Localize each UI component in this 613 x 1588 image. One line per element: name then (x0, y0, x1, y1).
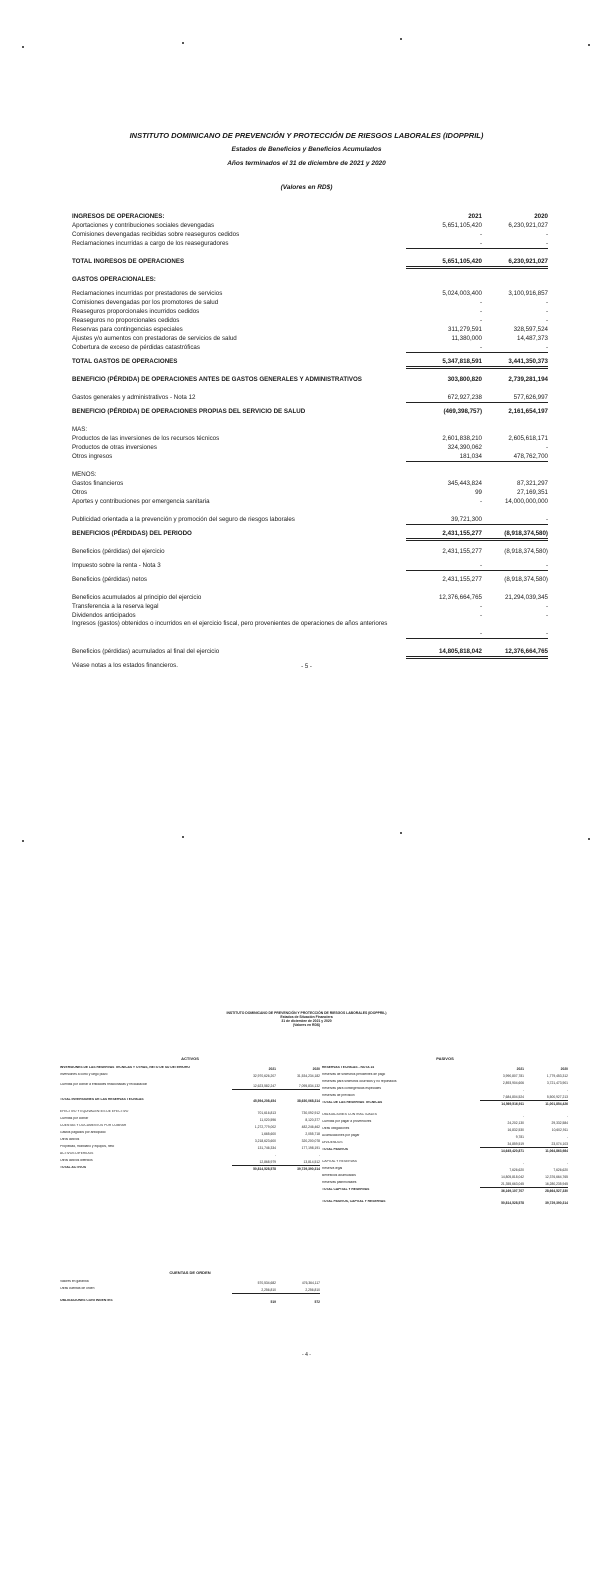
table-row (72, 611, 548, 620)
value-2020: 730,092,912 (301, 1111, 320, 1115)
value-2021: 2,431,155,277 (442, 576, 482, 583)
value-2021: 2,431,155,277 (442, 548, 482, 555)
memo-accounts (60, 1270, 320, 1306)
table-row (72, 221, 548, 230)
table-row (72, 257, 548, 266)
value-2020: 3,441,350,373 (482, 357, 548, 369)
row-label: Reservas de siniestros pendientes de pago (322, 1073, 386, 1076)
row-label: MENOS: (72, 471, 97, 478)
table-row (60, 1073, 320, 1083)
value-2021: 3,218,623,600 (254, 1139, 276, 1143)
table-row (322, 1120, 568, 1127)
value-2021: 672,927,238 (406, 393, 482, 403)
table-row (322, 1148, 568, 1155)
value-2021: 5,347,818,591 (406, 357, 482, 369)
value-2021: 11,380,000 (451, 335, 482, 342)
row-label: Comisiones devengadas por los promotores de salud (72, 299, 219, 306)
value-2021: - (522, 1161, 524, 1165)
value-2020: 2,161,654,197 (508, 408, 548, 415)
value-2020: - (566, 1135, 568, 1139)
row-label: BENEFICIO (PÉRDIDA) DE OPERACIONES ANTES DE GASTOS GENERALES Y ADMINISTRATIVOS (72, 376, 362, 383)
page-number: - 4 - (302, 1352, 311, 1358)
liabilities-heading: PASIVOS (436, 1056, 454, 1061)
scan-speck (400, 38, 402, 40)
value-2021: 24,202,130 (507, 1121, 524, 1125)
value-2021: 1,665,600 (261, 1132, 276, 1136)
table-row (72, 452, 548, 461)
value-2020: 31,534,234,182 (297, 1074, 320, 1078)
value-2020: 12,376,664,765 (545, 1175, 568, 1179)
row-label: Cuentas por cobrar a entidades relacionadas y recaudación (60, 1083, 148, 1086)
row-label: Otros activos (60, 1138, 80, 1141)
table-row (60, 1159, 320, 1166)
table-row (322, 1167, 568, 1174)
table-row (60, 1066, 320, 1073)
row-label: GASTOS OPERACIONALES: (72, 276, 156, 283)
row-label: Valores en garantía (60, 1280, 89, 1283)
table-row (322, 1087, 568, 1094)
value-2021: 2,256,810 (232, 1289, 276, 1294)
period-title: Años terminados el 31 de diciembre de 2021 y 2020 (227, 160, 386, 167)
value-2020: 23,074,103 (524, 1143, 568, 1148)
row-label: Publicidad orientada a la prevención y promoción del seguro de riesgos laborales (72, 516, 295, 523)
value-2020: 476,364,117 (301, 1281, 320, 1285)
value-2021: - (479, 603, 482, 610)
value-2020: 2,256,810 (276, 1289, 320, 1294)
table-row (322, 1066, 568, 1073)
row-label: BENEFICIOS (PÉRDIDAS) DEL PERIODO (72, 530, 192, 537)
value-2020: 13,814,512 (276, 1161, 320, 1166)
row-label: RESERVAS TÉCNICAS - NOTA 14 (322, 1066, 375, 1069)
row-label: CUENTAS Y DOCUMENTOS POR COBRAR (60, 1124, 127, 1127)
scan-speck (588, 838, 590, 840)
value-2021: - (479, 299, 482, 306)
table-row (72, 316, 548, 325)
value-2021: 12,376,664,765 (438, 594, 482, 601)
value-2021: 7,684,804,524 (480, 1096, 524, 1101)
table-row (322, 1181, 568, 1188)
row-label: Aportes y contribuciones por emergencia sanitaria (72, 498, 210, 505)
value-2021: 311,279,591 (448, 326, 482, 333)
scan-speck (588, 44, 590, 46)
row-label: TOTAL PASIVOS (322, 1148, 348, 1151)
value-2020: 320,200,078 (301, 1139, 320, 1143)
value-2021: 45,594,208,454 (253, 1099, 276, 1103)
row-label: Beneficios (pérdidas) del ejercicio (72, 548, 165, 555)
table-row (72, 375, 548, 384)
col-header-2021: 2021 (516, 1067, 524, 1071)
table-row (322, 1174, 568, 1181)
table-row (72, 443, 548, 452)
row-label: Beneficios (pérdidas) acumulados al final del ejercicio (72, 648, 220, 655)
table-row (72, 488, 548, 497)
assets-heading: ACTIVOS (181, 1056, 199, 1061)
value-2021: 2,431,155,277 (406, 529, 482, 541)
table-row (322, 1101, 568, 1108)
value-2021: 701,616,813 (257, 1111, 276, 1115)
row-label: Reserva legal (322, 1167, 343, 1170)
table-row (322, 1080, 568, 1087)
table-row (72, 547, 548, 556)
value-2020: 482,246,462 (301, 1125, 320, 1129)
table-row (72, 515, 548, 524)
table-row (72, 275, 548, 284)
value-2020: 177,198,191 (301, 1146, 320, 1150)
value-2021: 324,390,062 (447, 444, 482, 451)
row-label: Reclamaciones incurridas a cargo de los reaseguradores (72, 240, 229, 247)
row-label: TOTAL CAPITAL Y RESERVAS (322, 1188, 370, 1191)
table-row (60, 1117, 320, 1124)
value-2020: 28,664,527,330 (545, 1189, 568, 1193)
value-2020: 5,500,927,213 (524, 1096, 568, 1101)
value-2020: 8,120,377 (305, 1118, 320, 1122)
value-2021: - (274, 1153, 276, 1157)
row-label: CAPITAL Y RESERVAS (322, 1160, 357, 1163)
value-2021: - (479, 498, 482, 505)
value-2020: - (482, 561, 548, 571)
value-2021: - (522, 1088, 524, 1092)
row-label: OBLIGACIONES CONTINGENTES (60, 1299, 113, 1302)
value-2020: - (545, 612, 548, 619)
value-2021: 50,814,528,578 (501, 1201, 524, 1205)
value-2020: 12,376,664,765 (482, 647, 548, 659)
table-row (72, 334, 548, 343)
table-row (322, 1113, 568, 1120)
row-label: DIVIDENDOS (322, 1141, 343, 1144)
table-row (60, 1098, 320, 1105)
value-2020: 38,630,068,314 (297, 1099, 320, 1103)
value-2021: 5,024,003,400 (442, 290, 482, 297)
value-2020: - (545, 603, 548, 610)
row-label: ACTIVOS DIFERIDOS (60, 1152, 94, 1155)
value-2021: 2,893,904,606 (502, 1081, 524, 1085)
value-2020: 10,602,911 (551, 1128, 568, 1132)
value-2020: 577,626,997 (482, 393, 548, 403)
value-2020: 14,000,000,000 (504, 498, 548, 505)
scan-speck (182, 836, 184, 838)
table-row (322, 1141, 568, 1148)
row-label: Dividendos anticipados (72, 612, 136, 619)
row-label: Comisiones devengadas recibidas sobre reaseguros cedidos (72, 231, 240, 238)
row-label: TOTAL ACTIVOS (60, 1166, 87, 1169)
value-2020: - (566, 1088, 568, 1092)
row-label: Gastos generales y administrativos - Nota 12 (72, 394, 196, 401)
col-header-2020: 2020 (534, 213, 548, 220)
table-row (72, 479, 548, 488)
table-row (72, 434, 548, 443)
table-row (322, 1188, 568, 1195)
scan-speck (22, 46, 24, 48)
value-2020: - (482, 239, 548, 249)
row-label: Cobertura de exceso de pérdidas catastróficas (72, 344, 200, 351)
table-row (72, 620, 548, 638)
row-label: Acumulaciones por pagar (322, 1134, 360, 1137)
row-label: Beneficios acumulados al principio del ejercicio (72, 594, 202, 601)
table-row (72, 497, 548, 506)
value-2020: 6,230,921,027 (508, 222, 548, 229)
balance-date: 31 de diciembre de 2021 y 2020 (281, 1019, 332, 1023)
value-2021: 5,651,105,420 (406, 257, 482, 269)
entity-title: INSTITUTO DOMINICANO DE PREVENCIÓN Y PROTECCIÓN DE RIESGOS LABORALES (IDOPPRIL) (129, 131, 484, 140)
table-row (72, 393, 548, 402)
table-row (72, 529, 548, 538)
table-row (72, 230, 548, 239)
value-2021: - (406, 561, 482, 571)
row-label: Otras obligaciones (322, 1127, 350, 1130)
value-2020: - (566, 1161, 568, 1165)
table-row (60, 1110, 320, 1117)
value-2020: - (482, 343, 548, 353)
currency-title: (Valores en RD$) (280, 184, 333, 191)
row-label: TOTAL DE LAS RESERVAS TÉCNICAS (322, 1101, 383, 1104)
table-row (72, 425, 548, 434)
table-row (72, 647, 548, 656)
table-row (72, 298, 548, 307)
value-2020: 21,294,039,345 (504, 594, 548, 601)
row-label: INGRESOS DE OPERACIONES: (72, 213, 165, 220)
row-label: Ingresos (gastos) obtenidos o incurridos en el ejercicio fiscal, pero provenientes de operaciones de años anteriores (72, 620, 388, 627)
row-label: Propiedad, mobiliario y equipos, neto (60, 1145, 115, 1148)
scan-speck (400, 832, 402, 834)
row-label: Reaseguros no proporcionales cedidos (72, 317, 180, 324)
value-2020: (8,918,374,580) (504, 576, 548, 583)
table-row (60, 1280, 320, 1287)
value-2021: 32,970,626,207 (253, 1074, 276, 1078)
value-2020: - (318, 1153, 320, 1157)
value-2021: 519 (270, 1300, 276, 1304)
table-row (72, 289, 548, 298)
value-2021: 14,645,420,871 (501, 1149, 524, 1153)
value-2021: 34,859,519 (480, 1143, 524, 1148)
row-label: TOTAL PASIVOS, CAPITAL Y RESERVAS (322, 1200, 386, 1203)
table-row (322, 1094, 568, 1101)
table-row (322, 1200, 568, 1207)
value-2021: - (406, 629, 482, 639)
value-2021: 7,626,620 (509, 1168, 524, 1172)
value-2021: 303,800,820 (447, 376, 482, 383)
value-2021: 50,814,528,578 (253, 1167, 276, 1171)
value-2021: (469,398,757) (443, 408, 482, 415)
value-2020: 16,280,235,945 (524, 1183, 568, 1188)
value-2021: 11,020,596 (259, 1118, 276, 1122)
row-label: Productos de las inversiones de los recursos técnicos (72, 435, 220, 442)
value-2021: - (479, 308, 482, 315)
row-label: BENEFICIO (PÉRDIDA) DE OPERACIONES PROPIAS DEL SERVICIO DE SALUD (72, 408, 306, 415)
row-label: Reservas para contingencias especiales (72, 326, 183, 333)
statement-title: Estados de Beneficios y Beneficios Acumulados (231, 146, 382, 153)
value-2021: - (479, 317, 482, 324)
table-row (60, 1166, 320, 1173)
value-2021: 12,868,979 (232, 1161, 276, 1166)
value-2021: 16,832,530 (507, 1128, 524, 1132)
value-2020: (8,918,374,580) (482, 529, 548, 541)
value-2021: 39,721,300 (406, 515, 482, 525)
row-label: INVERSIONES DE LAS RESERVAS TÉCNICAS Y OTRAS, NETO DE SU DETERIORO (60, 1066, 190, 1069)
value-2021: - (522, 1114, 524, 1118)
value-2020: 11,001,854,426 (545, 1102, 568, 1106)
row-label: Otras cuentas de orden (60, 1287, 95, 1290)
row-label: Otros (72, 489, 88, 496)
table-row (60, 1131, 320, 1138)
balance-subtitle: Estados de Situación Financiera (280, 1015, 333, 1019)
row-label: Otros activos diferidos (60, 1159, 93, 1162)
value-2021: 12,623,582,247 (232, 1085, 276, 1090)
value-2021: 181,034 (406, 452, 482, 462)
page-number: - 5 - (301, 664, 312, 670)
row-label: Reclamaciones incurridas por prestadores de servicios (72, 290, 223, 297)
balance-currency: (Valores en RD$) (293, 1023, 320, 1027)
table-row (322, 1134, 568, 1141)
value-2021: 36,169,107,707 (501, 1189, 524, 1193)
assets-column (60, 1056, 320, 1173)
value-2020: 14,487,373 (517, 335, 548, 342)
col-header-2020: 2020 (312, 1067, 320, 1071)
table-row (60, 1124, 320, 1131)
value-2020: 2,605,618,171 (508, 435, 548, 442)
scan-speck (182, 42, 184, 44)
table-row (72, 239, 548, 248)
table-row (322, 1073, 568, 1080)
row-label: Reservas para contingencias especiales (322, 1087, 382, 1090)
value-2021: - (406, 239, 482, 249)
value-2021: 345,443,824 (447, 480, 482, 487)
row-label: TOTAL INGRESOS DE OPERACIONES (72, 258, 185, 265)
row-label: MAS: (72, 426, 88, 433)
table-row (72, 602, 548, 611)
row-label: TOTAL INVERSIONES DE LAS RESERVAS TÉCNICAS (60, 1098, 144, 1101)
row-label: Aportaciones y contribuciones sociales devengadas (72, 222, 215, 229)
value-2021: 1,272,779,002 (254, 1125, 276, 1129)
row-label: Reservas para siniestros ocurridos y no reportados (322, 1080, 397, 1083)
value-2020: 2,055,718 (305, 1132, 320, 1136)
value-2021: 3,990,807,781 (502, 1074, 524, 1078)
row-label: Productos de otras inversiones (72, 444, 157, 451)
value-2021: - (479, 612, 482, 619)
row-label: Inversiones a corto y largo plazo (60, 1073, 108, 1076)
value-2021: 99 (475, 489, 482, 496)
row-label: Reservas de previsión (322, 1094, 355, 1097)
table-row (60, 1299, 320, 1306)
value-2020: 3,100,916,857 (508, 290, 548, 297)
value-2020: 2,739,281,194 (508, 376, 548, 383)
row-label: Ajustes y/o aumentos con prestadoras de servicios de salud (72, 335, 237, 342)
col-header-2020: 2020 (560, 1067, 568, 1071)
value-2020: 39,729,390,314 (297, 1167, 320, 1171)
value-2020: 572 (314, 1300, 320, 1304)
value-2020: 29,332,584 (551, 1121, 568, 1125)
value-2020: 87,321,297 (517, 480, 548, 487)
value-2021: - (479, 231, 482, 238)
row-label: Reaseguros proporcionales incurridos cedidos (72, 308, 200, 315)
col-header-2021: 2021 (268, 1067, 276, 1071)
value-2020: 27,169,351 (517, 489, 548, 496)
value-2020: - (545, 444, 548, 451)
row-label: EFECTIVO Y EQUIVALENTES DE EFECTIVO (60, 1110, 129, 1113)
value-2020: 478,762,700 (482, 452, 548, 462)
income-statement-table (72, 212, 548, 670)
value-2020: 39,729,390,314 (545, 1201, 568, 1205)
col-header-2021: 2021 (468, 213, 482, 220)
table-row (322, 1160, 568, 1167)
table-row (72, 307, 548, 316)
value-2020: - (566, 1114, 568, 1118)
table-row (60, 1083, 320, 1093)
value-2020: 7,626,620 (553, 1168, 568, 1172)
table-row (60, 1138, 320, 1145)
table-row (72, 593, 548, 602)
value-2020: - (482, 629, 548, 639)
table-row (72, 575, 548, 584)
row-label: Impuesto sobre la renta - Nota 3 (72, 562, 161, 569)
value-2021: 2,601,838,210 (442, 435, 482, 442)
value-2020: (8,918,374,580) (504, 548, 548, 555)
balance-title: INSTITUTO DOMINICANO DE PREVENCIÓN Y PROTECCIÓN DE RIESGOS LABORALES (IDOPPRIL) (226, 1011, 387, 1015)
table-row (72, 561, 548, 570)
row-label: Cuentas por pagar a proveedores (322, 1120, 372, 1123)
value-2020: 328,597,524 (513, 326, 548, 333)
table-row (72, 357, 548, 366)
value-2021: 14,569,516,911 (501, 1102, 524, 1106)
value-2020: - (482, 515, 548, 525)
value-2021: 131,746,334 (257, 1146, 276, 1150)
value-2021: - (406, 343, 482, 353)
table-row (72, 407, 548, 416)
table-row (72, 343, 548, 352)
row-label: OBLIGACIONES CONTRACTUALES (322, 1113, 377, 1116)
row-label: Transferencia a la reserva legal (72, 603, 159, 610)
value-2020: - (545, 231, 548, 238)
row-label: Otros ingresos (72, 453, 113, 460)
table-row (60, 1287, 320, 1294)
value-2021: 14,805,818,042 (406, 647, 482, 659)
memo-heading: CUENTAS DE ORDEN (169, 1270, 211, 1275)
value-2020: 1,779,453,312 (546, 1074, 568, 1078)
value-2020: 6,230,921,027 (482, 257, 548, 269)
value-2021: 570,534,682 (257, 1281, 276, 1285)
table-row (60, 1152, 320, 1159)
footnote: Véase notas a los estados financieros. (72, 662, 178, 669)
value-2020: 11,064,863,984 (545, 1149, 568, 1153)
row-label: Gastos financieros (72, 480, 124, 487)
row-label: Beneficios acumulados (322, 1174, 356, 1177)
value-2021: 5,651,105,420 (442, 222, 482, 229)
table-row (72, 212, 548, 221)
value-2020: 7,095,834,132 (276, 1085, 320, 1090)
row-label: Reservas patrimoniales (322, 1181, 357, 1184)
row-label: TOTAL GASTOS DE OPERACIONES (72, 358, 178, 365)
table-row (72, 325, 548, 334)
table-row (72, 470, 548, 479)
value-2021: 21,355,663,045 (480, 1183, 524, 1188)
value-2020: 3,721,473,901 (546, 1081, 568, 1085)
table-row (322, 1127, 568, 1134)
value-2020: - (545, 308, 548, 315)
value-2021: 9,781 (515, 1135, 524, 1139)
liabilities-column (322, 1056, 568, 1207)
value-2020: - (545, 299, 548, 306)
table-row (60, 1145, 320, 1152)
value-2020: - (545, 317, 548, 324)
row-label: Cuentas por cobrar (60, 1117, 89, 1120)
row-label: Gastos pagados por anticipado (60, 1131, 106, 1134)
value-2021: 14,805,818,042 (501, 1175, 524, 1179)
row-label: Beneficios (pérdidas) netos (72, 576, 147, 583)
scan-speck (22, 840, 24, 842)
